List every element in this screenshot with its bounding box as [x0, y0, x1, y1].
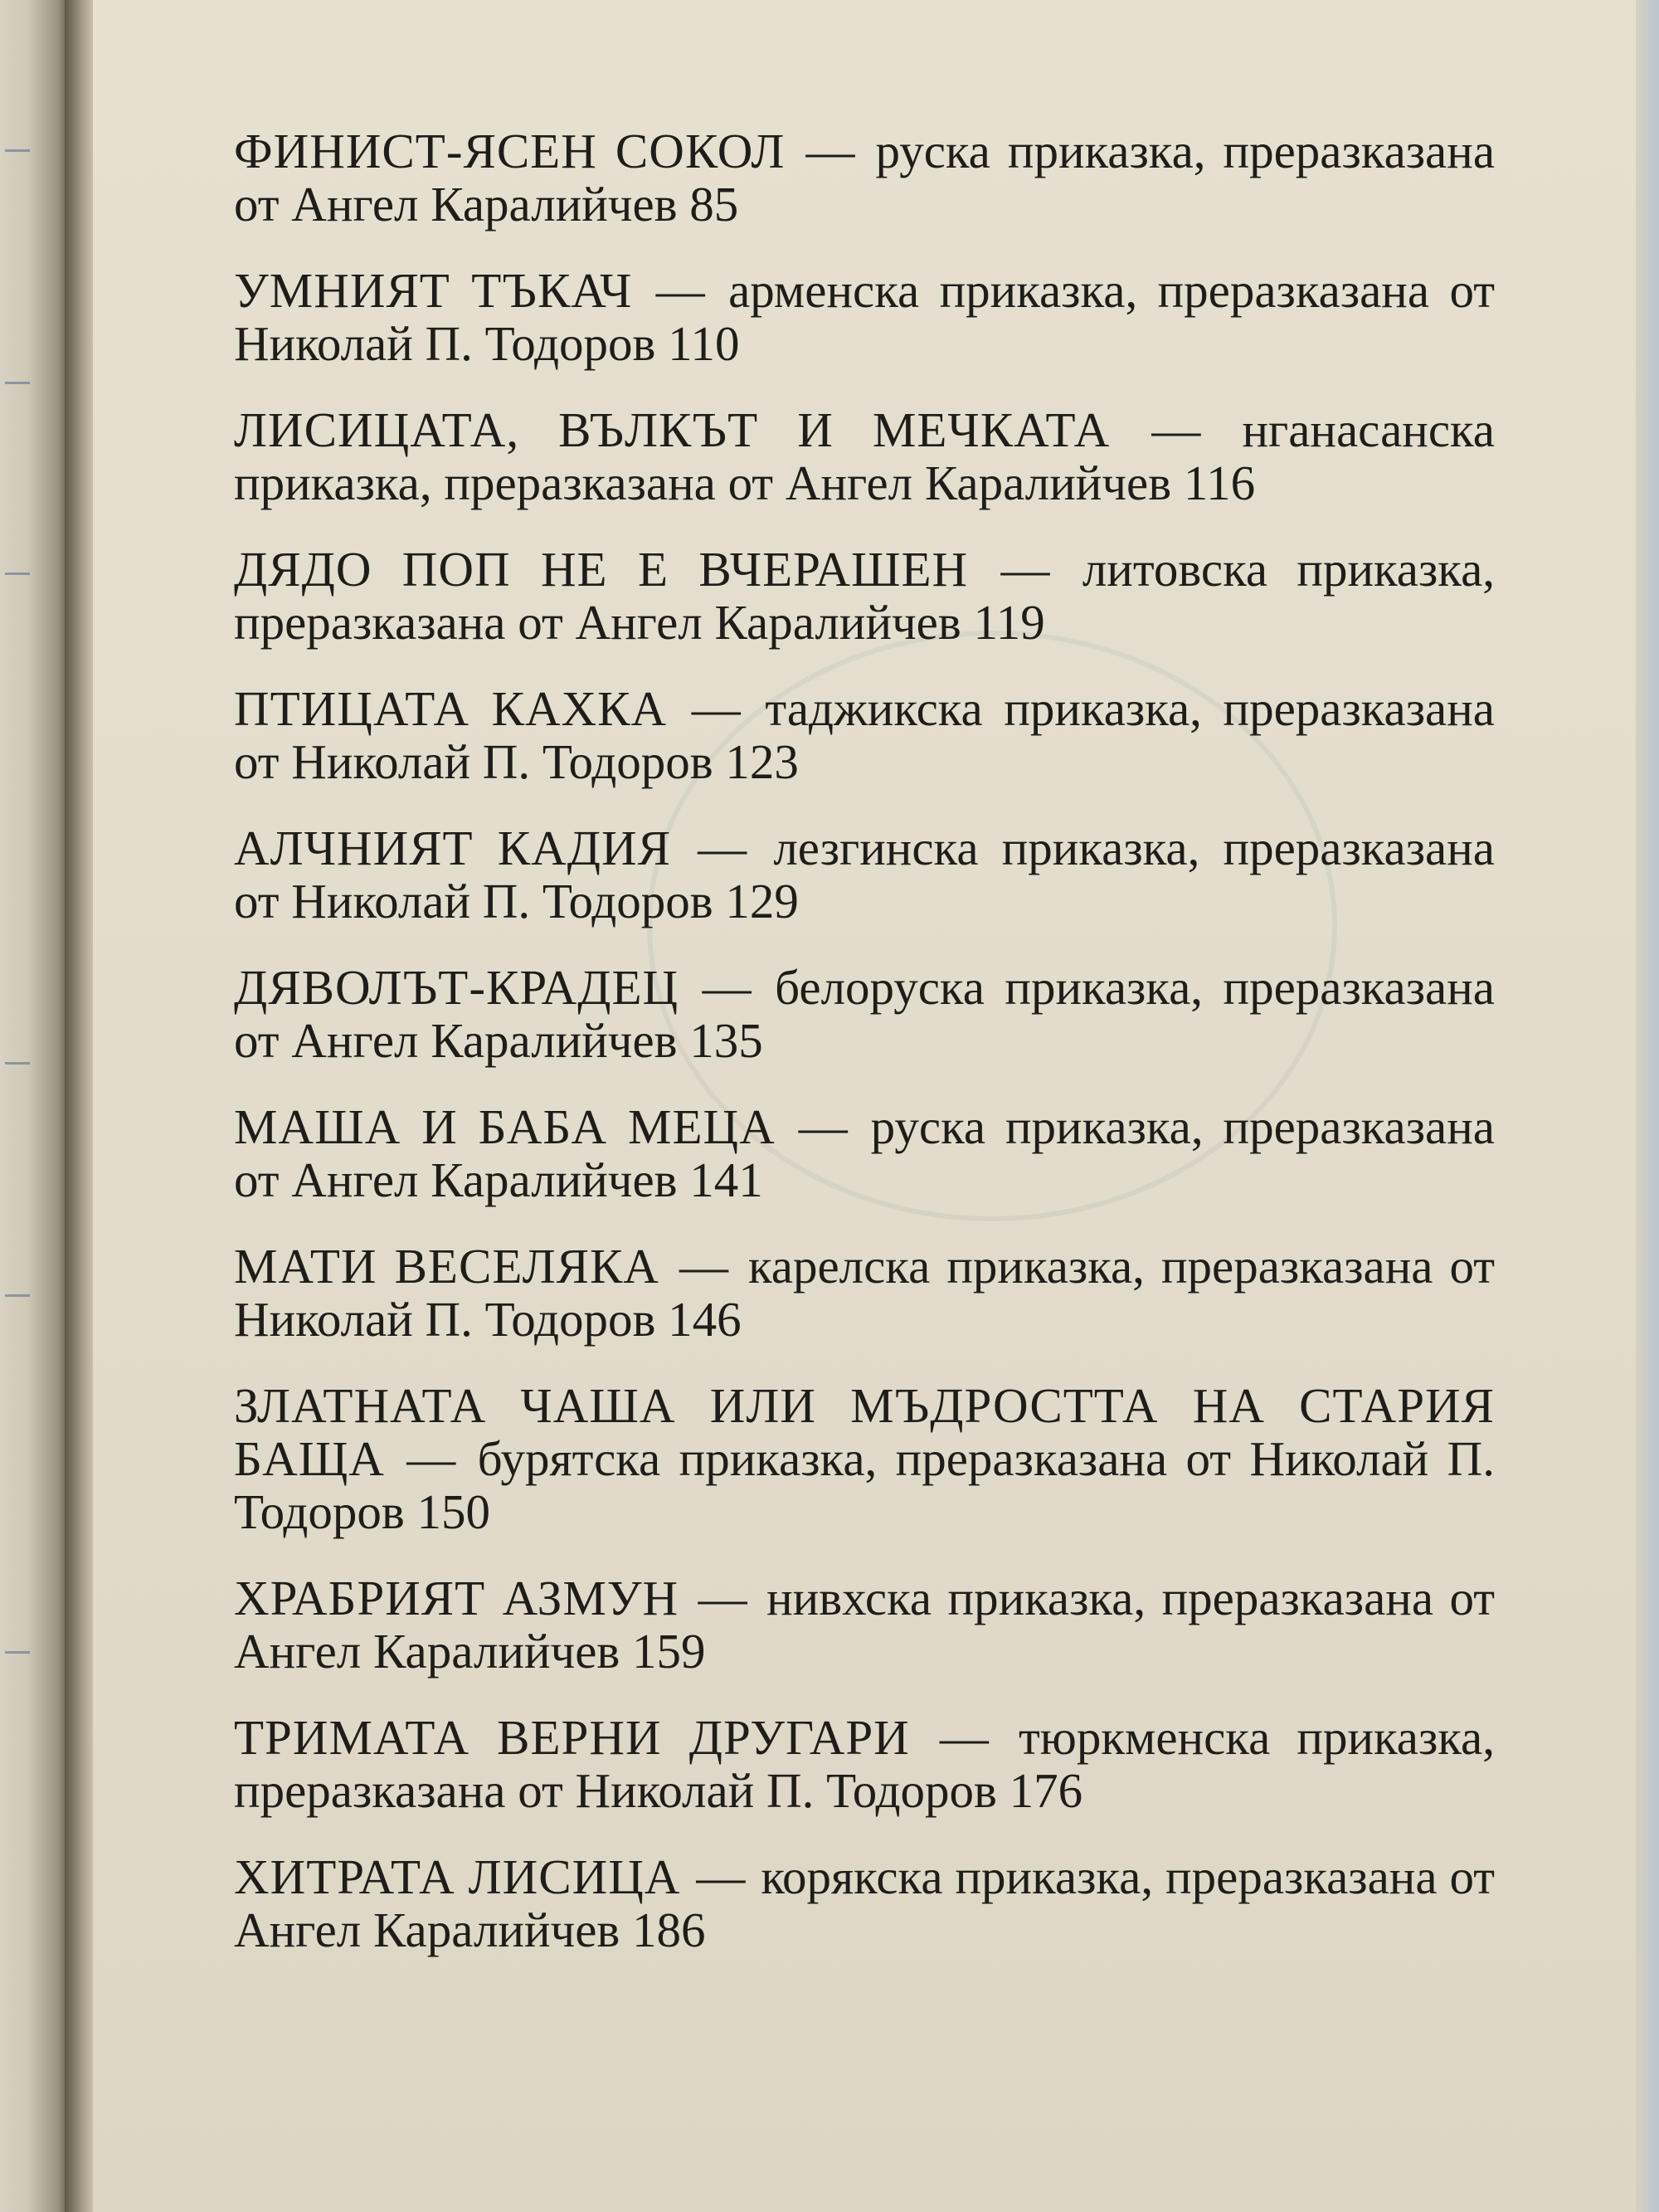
toc-entry: ДЯДО ПОП НЕ Е ВЧЕРАШЕН — литовска приказка, преразказана от Ангел Каралийчев 119	[234, 542, 1496, 650]
toc-entry: МАТИ ВЕСЕЛЯКА — карелска приказка, преразказана от Николай П. Тодоров 146	[234, 1239, 1496, 1347]
ink-mark	[5, 1062, 30, 1065]
story-title: МАТИ ВЕСЕЛЯКА	[234, 1239, 659, 1294]
story-description: таджикска приказка, преразказана от Николай П. Тодоров	[234, 681, 1495, 789]
ink-mark	[5, 1651, 30, 1654]
previous-page-edge	[0, 0, 68, 2212]
page-number: 85	[689, 177, 739, 231]
page-number: 116	[1183, 456, 1256, 510]
toc-entry: ХРАБРИЯТ АЗМУН — нивхска приказка, преразказана от Ангел Каралийчев 159	[234, 1571, 1496, 1678]
page-number: 150	[416, 1484, 491, 1539]
story-title: ЛИСИЦАТА, ВЪЛКЪТ И МЕЧКАТА	[234, 402, 1111, 457]
story-title: ЗЛАТНАТА ЧАША ИЛИ МЪДРОСТТА НА СТАРИЯ БАЩА	[234, 1378, 1495, 1486]
toc-entry: АЛЧНИЯТ КАДИЯ — лезгинска приказка, преразказана от Николай П. Тодоров 129	[234, 821, 1495, 928]
page-edge	[1636, 0, 1659, 2212]
story-description: карелска приказка, преразказана от Николай П. Тодоров	[234, 1239, 1496, 1347]
story-title: АЛЧНИЯТ КАДИЯ	[234, 821, 671, 875]
story-description: бурятска приказка, преразказана от Николай П. Тодоров	[234, 1431, 1496, 1539]
story-description: нганасанска приказка, преразказана от Ангел Каралийчев	[234, 402, 1495, 510]
page-number: 176	[1009, 1763, 1083, 1818]
story-title: ХИТРАТА ЛИСИЦА	[234, 1849, 681, 1904]
toc-entry: ДЯВОЛЪТ-КРАДЕЦ — белоруска приказка, преразказана от Ангел Каралийчев 135	[234, 960, 1495, 1068]
story-description: тюркменска приказка, преразказана от Николай П. Тодоров	[234, 1710, 1495, 1818]
story-description: лезгинска приказка, преразказана от Николай П. Тодоров	[234, 821, 1495, 928]
story-title: ПТИЦАТА КАХКА	[234, 681, 668, 736]
story-title: ТРИМАТА ВЕРНИ ДРУГАРИ	[234, 1710, 910, 1765]
story-description: руска приказка, преразказана от Ангел Каралийчев	[234, 124, 1496, 231]
story-title: ФИНИСТ-ЯСЕН СОКОЛ	[234, 124, 786, 178]
page-number: 129	[725, 874, 799, 928]
toc-entry: ПТИЦАТА КАХКА — таджикска приказка, преразказана от Николай П. Тодоров 123	[234, 681, 1495, 789]
page-number: 135	[689, 1013, 763, 1068]
toc-entry: ЛИСИЦАТА, ВЪЛКЪТ И МЕЧКАТА — нганасанска приказка, преразказана от Ангел Каралийчев 116	[234, 402, 1495, 510]
toc-entry: ТРИМАТА ВЕРНИ ДРУГАРИ — тюркменска приказка, преразказана от Николай П. Тодоров 176	[234, 1710, 1495, 1818]
toc-entry: ХИТРАТА ЛИСИЦА — корякска приказка, преразказана от Ангел Каралийчев 186	[234, 1849, 1495, 1957]
toc-entry: УМНИЯТ ТЪКАЧ — арменска приказка, преразказана от Николай П. Тодоров 110	[234, 263, 1495, 371]
story-title: ДЯДО ПОП НЕ Е ВЧЕРАШЕН	[234, 542, 969, 597]
story-title: ХРАБРИЯТ АЗМУН	[234, 1571, 679, 1625]
table-of-contents	[234, 124, 1495, 1956]
page-number: 146	[668, 1292, 742, 1347]
story-description: литовска приказка, преразказана от Ангел Каралийчев	[234, 542, 1496, 650]
ink-mark	[5, 382, 30, 384]
story-description: нивхска приказка, преразказана от Ангел Каралийчев	[234, 1571, 1496, 1678]
page-number: 119	[973, 595, 1045, 650]
story-title: ДЯВОЛЪТ-КРАДЕЦ	[234, 960, 679, 1015]
ink-mark	[5, 149, 30, 152]
ink-mark	[5, 572, 30, 575]
page-number: 123	[725, 734, 799, 789]
story-title: МАША И БАБА МЕЦА	[234, 1099, 776, 1154]
story-description: арменска приказка, преразказана от Николай П. Тодоров	[234, 263, 1495, 371]
page-number: 186	[632, 1903, 706, 1957]
story-description: белоруска приказка, преразказана от Ангел Каралийчев	[234, 960, 1495, 1068]
page-number: 159	[632, 1624, 706, 1678]
toc-entry: ЗЛАТНАТА ЧАША ИЛИ МЪДРОСТТА НА СТАРИЯ БАЩА — бурятска приказка, преразказана от Николай П. Тодоров 150	[234, 1378, 1496, 1539]
story-description: корякска приказка, преразказана от Ангел Каралийчев	[234, 1849, 1495, 1957]
page-number: 110	[668, 316, 740, 371]
ink-mark	[5, 1294, 30, 1297]
toc-entry: ФИНИСТ-ЯСЕН СОКОЛ — руска приказка, преразказана от Ангел Каралийчев 85	[234, 124, 1496, 231]
toc-entry: МАША И БАБА МЕЦА — руска приказка, преразказана от Ангел Каралийчев 141	[234, 1099, 1495, 1207]
page-number: 141	[689, 1152, 763, 1207]
story-description: руска приказка, преразказана от Ангел Каралийчев	[234, 1099, 1495, 1207]
story-title: УМНИЯТ ТЪКАЧ	[234, 263, 633, 318]
